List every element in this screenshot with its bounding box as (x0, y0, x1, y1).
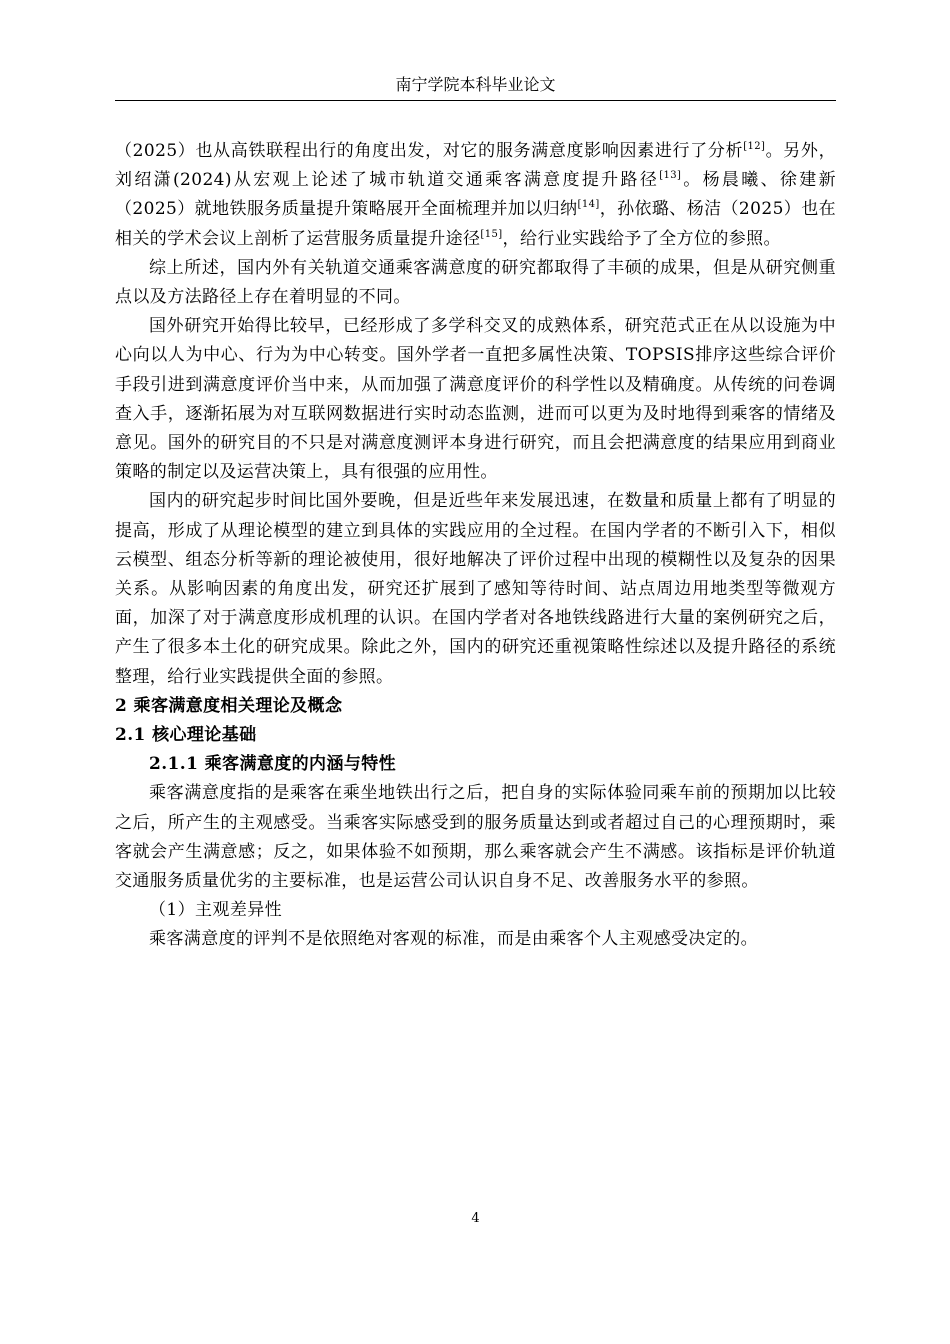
list-item-1: （1）主观差异性 (149, 900, 283, 921)
citation-12: [12] (743, 141, 766, 152)
section-heading: 2.1 核心理论基础 (115, 725, 257, 746)
citation-13: [13] (659, 170, 682, 182)
text-run: ，给行业实践给予了全方位的参照。 (502, 228, 781, 249)
paragraph-2: 综上所述，国内外有关轨道交通乘客满意度的研究都取得了丰硕的成果，但是从研究侧重点以及方法路径上存在着明显的不同。 (115, 257, 836, 308)
paragraph-6: 乘客满意度的评判不是依照绝对客观的标准，而是由乘客个人主观感受决定的。 (149, 929, 758, 950)
text-run: 。杨晨曦、徐建新（2025）就地铁服务质量提升策略展开全面梳理并加以归纳 (115, 170, 836, 220)
paragraph-3: 国外研究开始得比较早，已经形成了多学科交叉的成熟体系，研究范式正在从以设施为中心向以人为中心、行为为中心转变。国外学者一直把多属性决策、TOPSIS排序这些综合评价手段引进到满意度评价当中来，从而加强了满意度评价的科学性以及精确度。从传统的问卷调查入手，逐渐拓展为对互联网数据进行实时动态监测，进而可以更为及时地得到乘客的情绪及意见。国外的研究目的不只是对满意度测评本身进行研究，而且会把满意度的结果应用到商业策略的制定以及运营决策上，具有很强的应用性。 (115, 316, 836, 483)
chapter-heading: 2 乘客满意度相关理论及概念 (115, 695, 343, 716)
citation-14: [14] (577, 199, 600, 211)
text-run: （2025）也从高铁联程出行的角度出发，对它的服务满意度影响因素进行了分析 (115, 141, 744, 161)
paragraph-5: 乘客满意度指的是乘客在乘坐地铁出行之后，把自身的实际体验同乘车前的预期加以比较之后，所产生的主观感受。当乘客实际感受到的服务质量达到或者超过自己的心理预期时，乘客就会产生满意感；反之，如果体验不如预期，那么乘客就会产生不满感。该指标是评价轨道交通服务质量优劣的主要标准，也是运营公司认识自身不足、改善服务水平的参照。 (115, 783, 836, 892)
paragraph-4: 国内的研究起步时间比国外要晚，但是近些年来发展迅速，在数量和质量上都有了明显的提高，形成了从理论模型的建立到具体的实践应用的全过程。在国内学者的不断引入下，相似云模型、组态分析等新的理论被使用，很好地解决了评价过程中出现的模糊性以及复杂的因果关系。从影响因素的角度出发，研究还扩展到了感知等待时间、站点周边用地类型等微观方面，加深了对于满意度形成机理的认识。在国内学者对各地铁线路进行大量的案例研究之后，产生了很多本土化的研究成果。除此之外，国内的研究还重视策略性综述以及提升路径的系统整理，给行业实践提供全面的参照。 (115, 491, 836, 687)
subsection-heading: 2.1.1 乘客满意度的内涵与特性 (149, 754, 397, 775)
paragraph-1 (115, 137, 836, 254)
header-rule (115, 100, 836, 101)
citation-15: [15] (480, 228, 503, 240)
text-run: ，孙依璐、杨洁（2025）也在相关的学术会议上剖析了运营服务质量提升途径 (115, 199, 836, 249)
body-text (115, 137, 836, 955)
page-number: 4 (471, 1211, 480, 1226)
running-header: 南宁学院本科毕业论文 (395, 75, 556, 94)
text-run: 。另外，刘绍潇(2024)从宏观上论述了城市轨道交通乘客满意度提升路径 (115, 141, 837, 191)
